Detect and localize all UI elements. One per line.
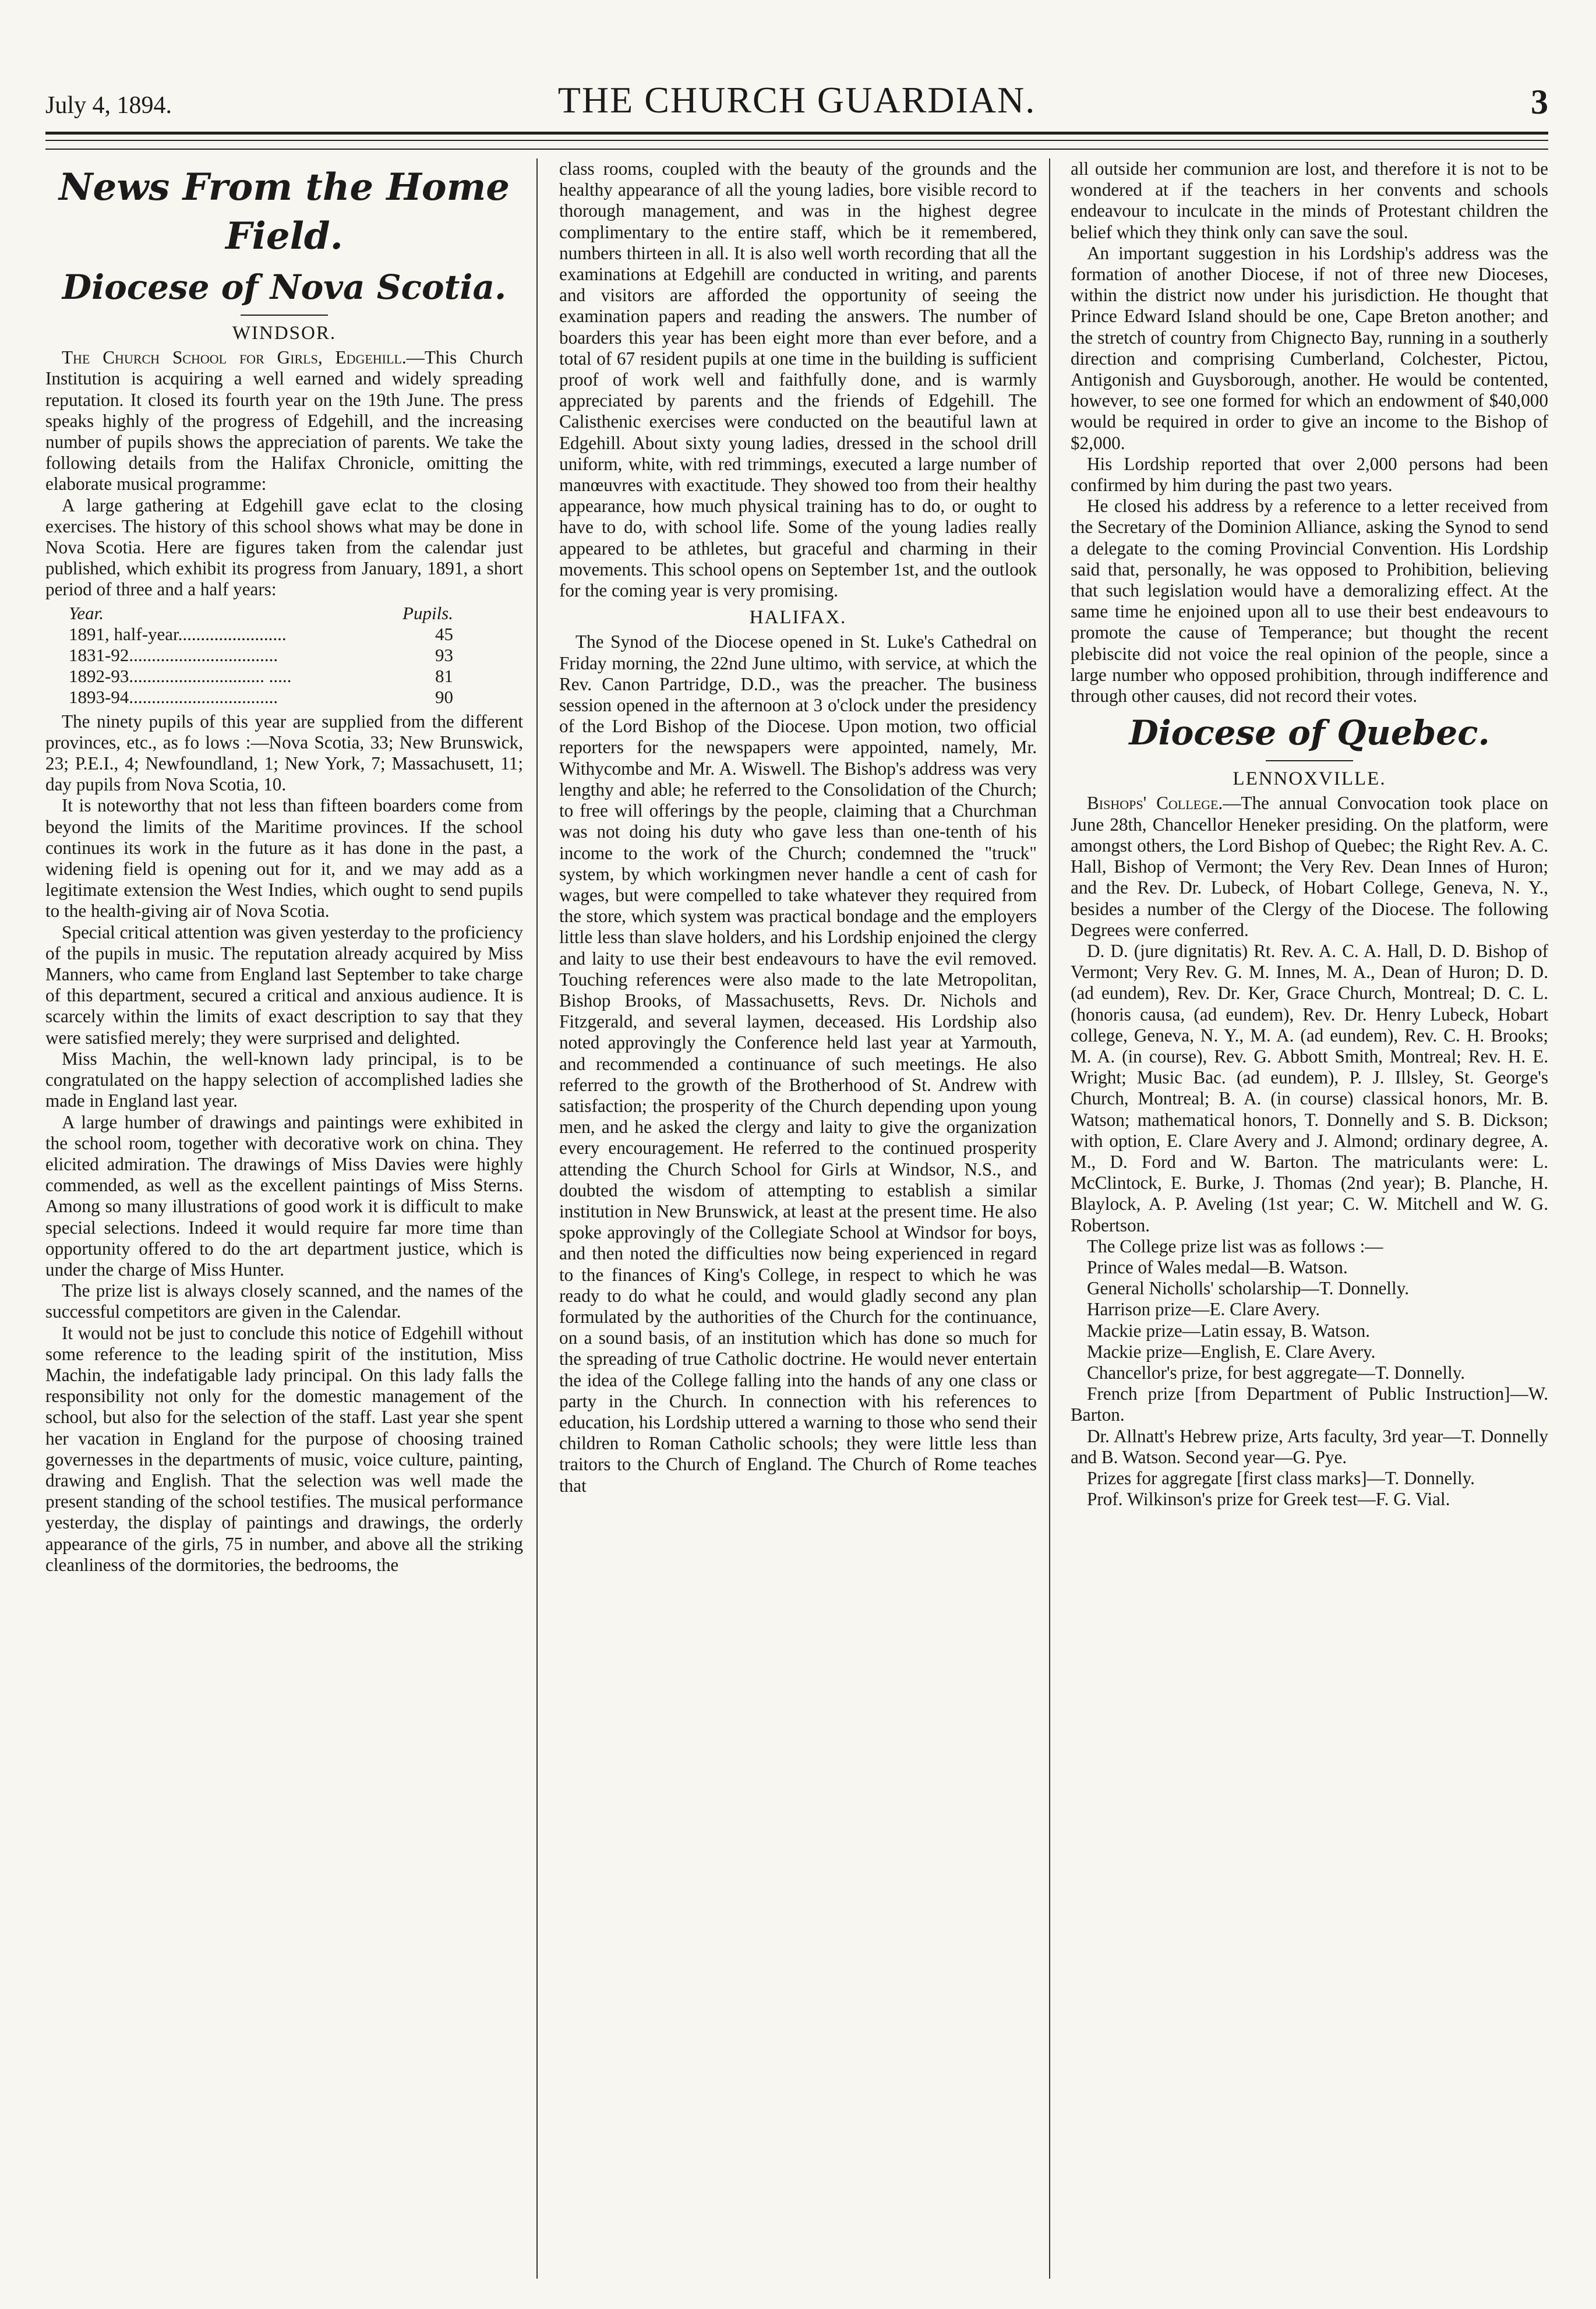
- prize-item: Prof. Wilkinson's prize for Greek test—F. G. Vial.: [1087, 1489, 1450, 1510]
- article-paragraph: The Synod of the Diocese opened in St. Luke's Cathedral on Friday morning, the 22nd June ultimo, with service, at which the Rev. Canon Partridge, D.D., was the preacher. The business session opened in the afternoon at 3 o'clock under the presidency of the Lord Bishop of the Diocese. Upon motion, two official reporters for the newspapers were appointed, namely, Mr. Withycombe and Mr. A. Wiswell. The Bishop's address was very lengthy and able; he referred to the Consolidation of the Church; to free will offerings by the people, claiming that a Churchman was not doing his duty who gave less than one-tenth of his income to the work of the Church; condemned the "truck" system, by which workingmen never handle a cent of cash for wages, but were compelled to take whatever they required from the store, which system was practical bondage and the employers little less than slave holders, and his Lordship enjoined the clergy and laity to use their best endeavours to have the evil removed. Touching references were also made to the late Metropolitan, Bishop Brooks, of Massachusetts, Revs. Dr. Nichols and Fitzgerald, and several laymen, deceased. His Lordship also noted approvingly the Conference held last year at Yarmouth, and recommended a continuance of such meetings. He also referred to the growth of the Brotherhood of St. Andrew with satisfaction; the prosperity of the Church depending upon young men, and he asked the clergy and laity to give the organization every encouragement. He referred to the continued prosperity attending the Church School for Girls at Windsor, N.S., and doubted the wisdom of attempting to establish a similar institution in New Brunswick, at least at the present time. He also spoke approvingly of the Collegiate School at Windsor for boys, and then noted the difficulties now being experienced in regard to the finances of King's College, in respect to which he was ready to do what he could, and would gladly second any plan formulated by the authorities of the Church for the continuance, on a sound basis, of an institution which has done so much for the spreading of true Catholic doctrine. He would never entertain the idea of the College falling into the hands of any one class or party in the Church. In connection with his references to education, his Lordship uttered a warning to those who send their children to Roman Catholic schools; they were little less than traitors to the Church of England. The Church of Rome teaches that: [559, 631, 1037, 1496]
- place-heading-lennoxville: LENNOXVILLE.: [1233, 768, 1386, 790]
- table-cell-pupils: 90: [435, 686, 453, 707]
- table-cell-year: 1891, half-year........................: [69, 623, 287, 644]
- page-number: 3: [1531, 83, 1548, 121]
- article-paragraph: The ninety pupils of this year are supplied from the different provinces, etc., as fo lows :—Nova Scotia, 33; New Brunswick, 23; P.E.I., 4; Newfoundland, 1; New York, 7; Massachusett, 11; day pupils from Nova Scotia, 10.: [45, 711, 523, 795]
- heading-rule: [1266, 760, 1353, 761]
- prize-item: Prizes for aggregate [first class marks]—T. Donnelly.: [1087, 1467, 1475, 1488]
- prize-item: Mackie prize—Latin essay, B. Watson.: [1087, 1320, 1370, 1341]
- article-paragraph: all outside her communion are lost, and therefore it is not to be wondered at if the teachers in her convents and schools endeavour to inculcate in the minds of Protestant children the belief which they think only can save the soul.: [1071, 158, 1548, 242]
- article-paragraph: The prize list is always closely scanned, and the names of the successful competitors are given in the Calendar.: [45, 1280, 523, 1322]
- table-cell-year: 1893-94.................................: [69, 686, 278, 707]
- diocese-heading-nova-scotia: Diocese of Nova Scotia.: [62, 267, 507, 307]
- article-paragraph: A large humber of drawings and paintings were exhibited in the school room, together with decorative work on china. They elicited admiration. The drawings of Miss Davies were highly commended, as well as the excellent paintings of Miss Sterns. Among so many illustrations of good work it is difficult to make special selections. Indeed it would require far more time than opportunity offered to do the art department justice, which is under the charge of Miss Hunter.: [45, 1111, 523, 1280]
- section-title: News From the Home Field.: [58, 165, 510, 258]
- column-3: [1071, 158, 1548, 2287]
- table-cell-pupils: 93: [435, 644, 453, 665]
- pupils-table: [69, 603, 453, 708]
- article-paragraph: It is noteworthy that not less than fifteen boarders come from beyond the limits of the Maritime provinces. If the school continues its work in the future as it has done in the past, a widening field is opening out for it, and we may add as a legitimate extension the West Indies, which ought to send pupils to the health-giving air of Nova Scotia.: [45, 795, 523, 922]
- article-paragraph: It would not be just to conclude this notice of Edgehill without some reference to the leading spirit of the institution, Miss Machin, the indefatigable lady principal. On this lady falls the responsibility not only for the domestic management of the school, but also for the selection of the staff. Last year she spent her vacation in England for the purpose of choosing trained governesses in the departments of music, voice culture, painting, drawing and English. That the selection was well made the present standing of the school testifies. The musical performance yesterday, the display of paintings and drawings, the orderly appearance of the girls, 75 in number, and above all the striking cleanliness of the dormitories, the bedrooms, the: [45, 1322, 523, 1575]
- article-paragraph: His Lordship reported that over 2,000 persons had been confirmed by him during the past two years.: [1071, 453, 1548, 496]
- article-paragraph: [45, 347, 523, 495]
- masthead: [45, 79, 1548, 131]
- column-divider-1: [536, 158, 538, 2279]
- prize-item: Mackie prize—English, E. Clare Avery.: [1087, 1341, 1376, 1362]
- article-paragraph: class rooms, coupled with the beauty of the grounds and the healthy appearance of all the young ladies, bore visible record to thorough management, and was in the highest degree complimentary to the entire staff, which be it remembered, numbers thirteen in all. It is also well worth recording that all the examinations at Edgehill are conducted in writing, and parents and visitors are afforded the opportunity of seeing the examination papers and reading the answers. The number of boarders this year has been eight more than ever before, and a total of 67 resident pupils at one time in the building is sufficient proof of work well and faithfully done, and is warmly appreciated by parents and the friends of Edgehill. The Calisthenic exercises were conducted on the beautiful lawn at Edgehill. About sixty young ladies, dressed in the school drill uniform, white, with red trimmings, executed a large number of manœuvres with exactitude. They showed too from their healthy appearance, how much physical training has to do, or ought to have to do, with school life. Some of the young ladies really appeared to be athletes, but graceful and charming in their movements. This school opens on September 1st, and the outlook for the coming year is very promising.: [559, 158, 1037, 601]
- paragraph-text: —This Church Institution is acquiring a well earned and widely spreading reputation. It closed its fourth year on the 19th June. The press speaks highly of the progress of Edgehill, and the increasing number of pupils shows the appreciation of parents. We take the following details from the Halifax Chronicle, omitting the elaborate musical programme:: [45, 347, 523, 495]
- paragraph-lead: Bishops' College.: [1087, 793, 1223, 814]
- header-rule-thin: [45, 140, 1548, 141]
- place-heading-windsor: WINDSOR.: [232, 323, 337, 344]
- heading-rule: [241, 315, 328, 316]
- column-divider-2: [1049, 158, 1050, 2279]
- issue-date: July 4, 1894.: [45, 92, 172, 119]
- newspaper-title: THE CHURCH GUARDIAN.: [557, 79, 1036, 121]
- article-paragraph: A large gathering at Edgehill gave eclat to the closing exercises. The history of this school shows what may be done in Nova Scotia. Here are figures taken from the calendar just published, which exhibit its progress from January, 1891, a short period of three and a half years:: [45, 495, 523, 600]
- table-row: [69, 687, 453, 708]
- table-row: [69, 624, 453, 645]
- prize-item: Dr. Allnatt's Hebrew prize, Arts faculty, 3rd year—T. Donnelly and B. Watson. Second year—G. Pye.: [1071, 1425, 1548, 1467]
- prize-item: Harrison prize—E. Clare Avery.: [1087, 1299, 1320, 1320]
- table-cell-pupils: 45: [435, 623, 453, 644]
- article-paragraph: Special critical attention was given yesterday to the proficiency of the pupils in music. The reputation already acquired by Miss Manners, who came from England last September to take charge of this department, secured a critical and anxious audience. It is scarcely within the limits of exact description to say that they were satisfied merely; they were surprised and delighted.: [45, 922, 523, 1048]
- prize-item: French prize [from Department of Public Instruction]—W. Barton.: [1071, 1383, 1548, 1425]
- paragraph-lead: The Church School for Girls, Edgehill.: [62, 347, 407, 368]
- header-rule-thick: [45, 132, 1548, 135]
- table-cell-year: 1892-93.............................. .....: [69, 665, 292, 686]
- article-paragraph: An important suggestion in his Lordship's address was the formation of another Diocese, if not of three new Dioceses, within the district now under his jurisdiction. He thought that Prince Edward Island should be one, Cape Breton another; and the stretch of country from Chignecto Bay, running in a southerly direction and comprising Cumberland, Colchester, Pictou, Antigonish and Guysborough, another. He would be contented, however, to see one formed for which an endowment of $40,000 would be required in order to give an income to the Bishop of $2,000.: [1071, 242, 1548, 453]
- article-paragraph: The College prize list was as follows :—: [1087, 1235, 1383, 1256]
- article-paragraph: [1071, 793, 1548, 940]
- table-header-row: [69, 603, 453, 624]
- table-cell-year: 1831-92.................................: [69, 644, 278, 665]
- prize-item: General Nicholls' scholarship—T. Donnelly.: [1087, 1278, 1409, 1299]
- paragraph-text: —The annual Convocation took place on June 28th, Chancellor Heneker presiding. On the platform, were amongst others, the Lord Bishop of Quebec; the Right Rev. A. C. Hall, Bishop of Vermont; the Very Rev. Dean Innes of Huron; and the Rev. Dr. Lubeck, of Hobart College, Geneva, N. Y., besides a number of the Clergy of the Diocese. The following Degrees were conferred.: [1071, 793, 1548, 940]
- column-2: [559, 158, 1037, 2287]
- place-heading-halifax: HALIFAX.: [749, 607, 847, 629]
- column-1: [45, 158, 523, 2287]
- table-row: [69, 666, 453, 687]
- prize-item: Chancellor's prize, for best aggregate—T. Donnelly.: [1087, 1362, 1466, 1383]
- diocese-heading-quebec: Diocese of Quebec.: [1129, 713, 1490, 753]
- article-paragraph: He closed his address by a reference to a letter received from the Secretary of the Dominion Alliance, asking the Synod to send a delegate to the coming Provincial Convention. His Lordship said that, personally, he was opposed to Prohibition, believing that such legislation would have a demoralizing effect. At the same time he enjoined upon all to use their best endeavours to promote the cause of Temperance; but thought the recent plebiscite did not voice the real opinion of the people, since a large number who opposed prohibition, through indifference and through other causes, did not record their votes.: [1071, 496, 1548, 707]
- table-header-year: Year.: [69, 602, 104, 623]
- header-rule-thin-2: [45, 149, 1548, 150]
- table-cell-pupils: 81: [435, 665, 453, 686]
- article-paragraph: D. D. (jure dignitatis) Rt. Rev. A. C. A. Hall, D. D. Bishop of Vermont; Very Rev. G. M. Innes, M. A., Dean of Huron; D. D. (ad eundem), Rev. Dr. Ker, Grace Church, Montreal; D. C. L. (honoris causa, (ad eundem), Rev. Dr. Henry Lubeck, Hobart college, Geneva, N. Y., M. A. (ad eundem), Rev. C. H. Brooks; M. A. (in course), Rev. G. Abbott Smith, Montreal; Rev. H. E. Wright; Music Bac. (ad eundem), P. J. Illsley, St. George's Church, Montreal; B. A. (in course) classical honors, Mr. B. Watson; mathematical honors, T. Donnelly and S. B. Dickson; with option, E. Clare Avery and J. Almond; ordinary degree, A. M., D. Ford and W. Barton. The matriculants were: L. McClintock, E. Burke, J. Thomas (2nd year); B. Planche, H. Blaylock, A. P. Aveling (1st year; C. W. Mitchell and W. G. Robertson.: [1071, 940, 1548, 1235]
- article-paragraph: Miss Machin, the well-known lady principal, is to be congratulated on the happy selection of accomplished ladies she made in England last year.: [45, 1048, 523, 1111]
- prize-item: Prince of Wales medal—B. Watson.: [1087, 1256, 1348, 1277]
- table-row: [69, 645, 453, 666]
- table-header-pupils: Pupils.: [402, 602, 453, 623]
